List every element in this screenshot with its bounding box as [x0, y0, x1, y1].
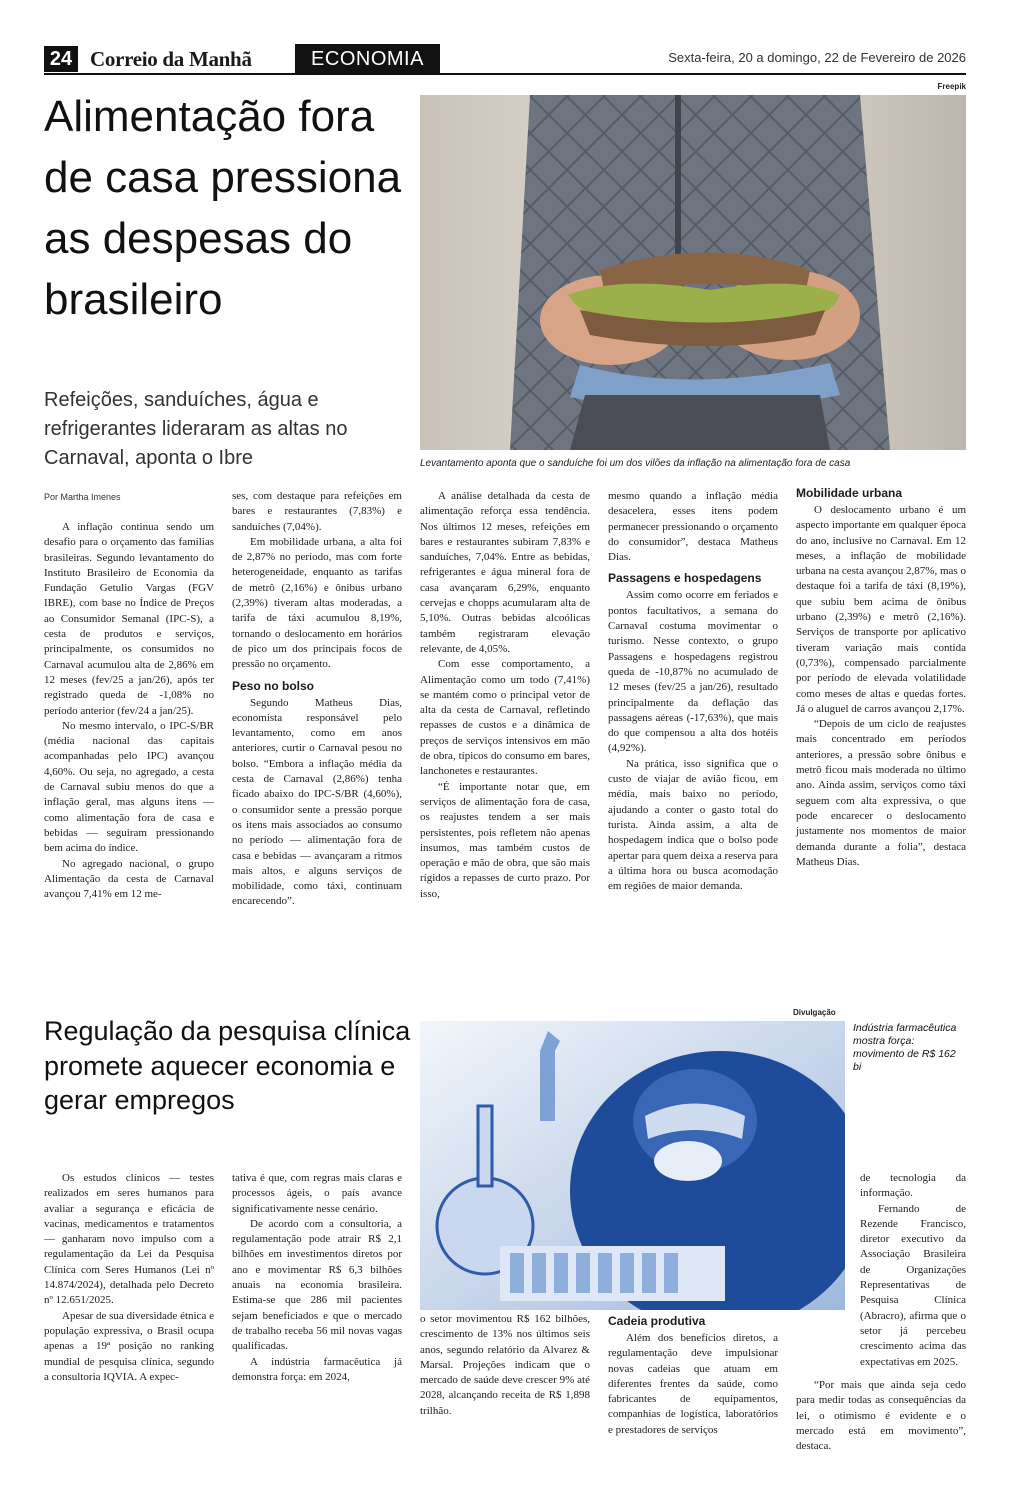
paragraph: Com esse comportamento, a Alimentação como um todo (7,41%) se mantém como o principal vetor de alta da cesta de Carnaval, refletindo repasses de custos e a dinâmica de preços de serviços intensivos em mão de obra, típicos do consumo em bares, lanchonetes e restaurantes.: [420, 658, 590, 778]
article-column-5b: [796, 1378, 966, 1454]
article-column-2: [232, 1171, 402, 1385]
section-label: ECONOMIA: [295, 44, 440, 74]
article-column-4: [608, 489, 778, 894]
paragraph: Apesar de sua diversidade étnica e população expressiva, o Brasil ocupa apenas a 19ª posição no ranking mundial de pesquisa clínica, segundo a consultoria IQVIA. A expec-: [44, 1309, 214, 1383]
article-column-5a: [860, 1171, 966, 1370]
paragraph: “Por mais que ainda seja cedo para medir todas as consequências da lei, o otimismo é evidente e o mercado está em movimento”, destaca.: [796, 1379, 966, 1453]
paragraph: O deslocamento urbano é um aspecto importante em qualquer época do ano, inclusive no Carnaval. Em 12 meses, a inflação de mobilidade urbana na cesta avançou 2,87%, mas o destaque foi a tarifa de táxi (8,19%), que subiu bem acima de ônibus urbano (2,39%) e metrô (2,16%). Serviços de transporte por aplicativo tiveram variação mais contida (0,73%), compensado parcialmente por período de elevada volatilidade como meses de altas e quedas fortes. Já o aluguel de carros avançou 2,17%.: [796, 504, 966, 715]
article-column-3: [420, 1312, 590, 1419]
headline-secondary: Regulação da pesquisa clínica promete aquecer economia e gerar empregos: [44, 1016, 411, 1115]
paragraph: tativa é que, com regras mais claras e processos ágeis, o país avance significativamente nesse cenário.: [232, 1172, 402, 1215]
paragraph: “É importante notar que, em serviços de alimentação fora de casa, os reajustes tendem a ser mais persistentes, pois refletem não apenas insumos, mas também custos de operação e mão de obra, que são mais rígidos a repasses de curto prazo. Por isso,: [420, 780, 590, 900]
page-number: 24: [44, 46, 78, 72]
article-column-1: [44, 1171, 214, 1385]
paragraph: Os estudos clínicos — testes realizados em seres humanos para avaliar a segurança e eficácia de vacinas, medicamentos e tratamentos — ganharam novo impulso com a regulamentação da Lei da Pesquisa Clínica com Seres Humanos (Lei nº 14.874/2024), detalhada pelo Decreto nº 12.651/2025.: [44, 1172, 214, 1307]
article-column-2: [232, 489, 402, 910]
sandwich-photo: [420, 95, 966, 450]
paragraph: No mesmo intervalo, o IPC-S/BR (média nacional das capitais acompanhadas pelo IPC) avançou 4,60%. Ou seja, no agregado, a cesta de Carnaval subiu menos do que a inflação geral, mas alguns itens — como alimentação fora de casa e bebidas — seguiram pressionando bem acima do índice.: [44, 719, 214, 855]
photo-caption: Levantamento aponta que o sanduíche foi um dos vilões da inflação na alimentação fora de casa: [420, 458, 851, 469]
paragraph: A análise detalhada da cesta de alimentação reforça essa tendência. Nos últimos 12 meses, refeições em bares e restaurantes subiram 7,83% e sanduíches, 7,04%. Entre as bebidas, refrigerantes e água mineral fora de casa avançaram 6,29%, enquanto cervejas e chopps acumularam alta de 5,10%. Outras bebidas alcoólicas também registraram elevação relevante, de 4,05%.: [420, 490, 590, 655]
issue-date: Sexta-feira, 20 a domingo, 22 de Fevereiro de 2026: [668, 50, 966, 65]
photo-credit: Freepik: [937, 82, 966, 91]
paragraph: A inflação continua sendo um desafio para o orçamento das famílias brasileiras. Segundo levantamento do Instituto Brasileiro de Economia da Fundação Getulio Vargas (FGV IBRE), com base no Índice de Preços ao Consumidor Semanal (IPC-S), a cesta de produtos e serviços, principalmente, os consumidos no Carnaval acumulou alta de 2,86% em 12 meses (fev/25 a jan/26), após ter registrado queda de -1,08% no período anterior (fev/24 a jan/25).: [44, 521, 214, 717]
paragraph: Em mobilidade urbana, a alta foi de 2,87% no período, mas com forte heterogeneidade, enquanto as tarifas de metrô (2,16%) e ônibus urbano (2,39%) tiveram altas moderadas, a tarifa de táxi acumulou 8,19%, tornando o deslocamento em horários de pico um dos principais focos de pressão no orçamento.: [232, 535, 402, 671]
lab-photo: [420, 1021, 845, 1310]
headline-main: Alimentação fora de casa pressiona as despesas do brasileiro: [44, 92, 402, 324]
paragraph: No agregado nacional, o grupo Alimentação da cesta de Carnaval avançou 7,41% em 12 me-: [44, 857, 214, 901]
paragraph: Fernando de Rezende Francisco, diretor executivo da Associação Brasileira de Organizações Representativas de Pesquisa Clínica (Abracro), afirma que o setor já percebeu crescimento acima das expectativas em 2025.: [860, 1202, 966, 1368]
paragraph: Na prática, isso significa que o custo de viajar de avião ficou, em média, mais baixo no período, ajudando a conter o gasto total do turista. Ainda assim, a alta de hospedagem indica que o bolso pode apertar para quem deixa a reserva para a última hora ou busca acomodação em regiões de maior demanda.: [608, 757, 778, 893]
photo-credit: Divulgação: [793, 1008, 836, 1017]
byline: Por Martha Imenes: [44, 492, 121, 502]
article-column-3: [420, 489, 590, 902]
paragraph: de tecnologia da informação.: [860, 1172, 966, 1200]
header-rule: [44, 73, 966, 75]
photo-caption: Indústria farmacêutica mostra força: movimento de R$ 162 bi: [853, 1022, 957, 1073]
paragraph: A indústria farmacêutica já demonstra força: em 2024,: [232, 1355, 402, 1383]
paragraph: Segundo Matheus Dias, economista responsável pelo levantamento, como em anos anteriores, curtir o Carnaval pesou no bolso. “Embora a inflação média da cesta de Carnaval (2,86%) tenha ficado abaixo do IPC-S/BR (4,60%), o consumidor sente a pressão porque os itens mais associados ao consumo no período — alimentação fora de casa e bebidas — avançaram a ritmos mais altos, e alguns serviços de mobilidade, como táxi, continuam encarecendo”.: [232, 696, 402, 908]
article-column-5: [796, 486, 966, 870]
subheading: Peso no bolso: [232, 678, 315, 693]
subheadline-main: Refeições, sanduíches, água e refrigerantes lideraram as altas no Carnaval, aponta o Ibre: [44, 389, 348, 469]
paragraph: mesmo quando a inflação média desacelera, esses itens podem permanecer pressionando o orçamento do consumidor”, destaca Matheus Dias.: [608, 490, 778, 564]
paragraph: o setor movimentou R$ 162 bilhões, crescimento de 13% nos últimos seis anos, segundo relatório da Alvarez & Marsal. Projeções indicam que o mercado de saúde deve crescer 9% até 2028, alcançando receita de R$ 1,898 trilhão.: [420, 1313, 590, 1417]
subheading: Cadeia produtiva: [608, 1314, 706, 1328]
subheading: Mobilidade urbana: [796, 486, 903, 500]
newspaper-name: Correio da Manhã: [90, 47, 252, 71]
article-column-1: [44, 520, 214, 902]
article-column-4: [608, 1312, 778, 1438]
paragraph: Além dos benefícios diretos, a regulamentação deve impulsionar novas cadeias que atuam em diferentes frentes da saúde, como fabricantes de equipamentos, companhias de logística, laboratórios e prestadores de serviços: [608, 1332, 778, 1436]
paragraph: ses, com destaque para refeições em bares e restaurantes (7,83%) e sanduíches (7,04%).: [232, 490, 402, 533]
paragraph: De acordo com a consultoria, a regulamentação pode atrair R$ 2,1 bilhões em investimentos diretos por ano e movimentar R$ 6,3 bilhões anuais na economia brasileira. Estima-se que 286 mil pacientes sejam beneficiados e que o mercado de trabalho receba 56 mil novas vagas qualificadas.: [232, 1217, 402, 1353]
paragraph: “Depois de um ciclo de reajustes mais concentrado em períodos anteriores, a pressão sobre ônibus e metrô ficou mais moderada no último ano. Ainda assim, serviços como táxi seguem com alta expressiva, o que pode encarecer o deslocamento justamente nos momentos de maior demanda durante a folia”, destaca Matheus Dias.: [796, 718, 966, 868]
paragraph: Assim como ocorre em feriados e pontos facultativos, a semana do Carnaval costuma movimentar o turismo. Nesse contexto, o grupo Passagens e hospedagens registrou queda de -10,87% no acumulado de 12 meses (fev/25 a jan/26), resultado principalmente da deflação das passagens aéreas (-17,63%), que mais do que compensou a alta dos hotéis (4,92%).: [608, 589, 778, 755]
subheading: Passagens e hospedagens: [608, 571, 762, 586]
